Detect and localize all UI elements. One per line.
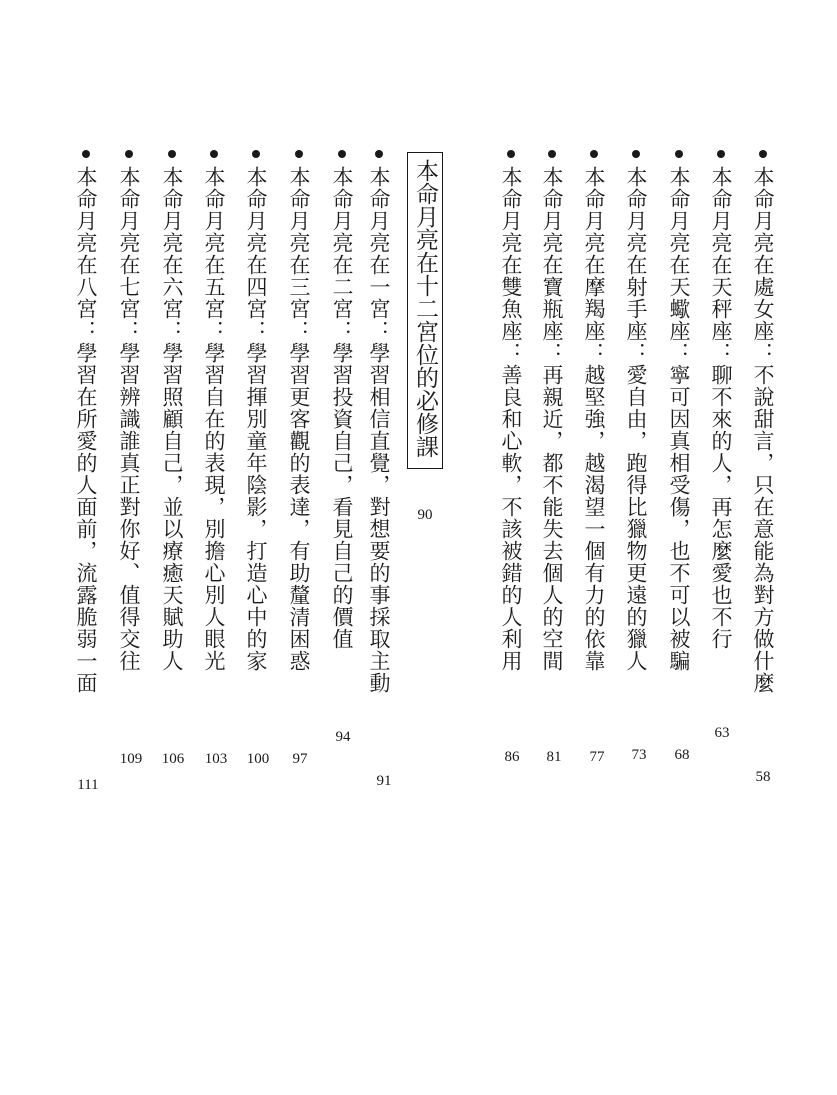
- page-number: 103: [204, 751, 228, 767]
- bullet-icon: [632, 150, 640, 158]
- toc-entry: [621, 150, 651, 672]
- toc-entry: [748, 150, 778, 694]
- toc-entry-title: 本命月亮在處女座：不說甜言，只在意能為對方做什麼: [751, 166, 775, 694]
- bullet-icon: [168, 150, 176, 158]
- toc-entry-title: 本命月亮在五宮：學習自在的表現，別擔心別人眼光: [202, 166, 226, 672]
- page-number: 106: [161, 751, 185, 767]
- toc-entry: [496, 150, 526, 672]
- bullet-icon: [210, 150, 218, 158]
- bullet-icon: [759, 150, 767, 158]
- bullet-icon: [548, 150, 556, 158]
- bullet-icon: [125, 150, 133, 158]
- toc-entry: [537, 150, 567, 672]
- toc-entry-title: 本命月亮在四宮：學習揮別童年陰影，打造心中的家: [244, 166, 268, 672]
- page-number: 77: [589, 749, 605, 765]
- bullet-icon: [590, 150, 598, 158]
- bullet-icon: [717, 150, 725, 158]
- toc-entry: [364, 150, 394, 694]
- toc-entry-title: 本命月亮在七宮：學習辨識誰真正對你好、值得交往: [117, 166, 141, 672]
- toc-entry: [706, 150, 736, 650]
- toc-entry: [71, 150, 101, 694]
- page-number: 86: [504, 749, 520, 765]
- toc-entry: [241, 150, 271, 672]
- toc-entry: [327, 150, 357, 650]
- bullet-icon: [375, 150, 383, 158]
- page-number: 97: [292, 751, 308, 767]
- page-number: 100: [246, 751, 270, 767]
- section-heading-title: 本命月亮在十二宮位的必修課: [412, 159, 438, 458]
- page-number: 109: [119, 751, 143, 767]
- toc-entry-title: 本命月亮在寶瓶座：再親近，都不能失去個人的空間: [540, 166, 564, 672]
- toc-entry: [157, 150, 187, 672]
- bullet-icon: [338, 150, 346, 158]
- toc-entry-title: 本命月亮在射手座：愛自由，跑得比獵物更遠的獵人: [624, 166, 648, 672]
- page-number: 91: [376, 773, 392, 789]
- toc-entry-title: 本命月亮在三宮：學習更客觀的表達，有助釐清困惑: [287, 166, 311, 672]
- toc-entry: [579, 150, 609, 672]
- toc-entry-title: 本命月亮在六宮：學習照顧自己，並以療癒天賦助人: [160, 166, 184, 672]
- bullet-icon: [252, 150, 260, 158]
- page-number: 94: [335, 729, 351, 745]
- page-number: 111: [77, 777, 99, 793]
- toc-entry-title: 本命月亮在一宮：學習相信直覺，對想要的事採取主動: [367, 166, 391, 694]
- toc-entry: [114, 150, 144, 672]
- bullet-icon: [507, 150, 515, 158]
- bullet-icon: [675, 150, 683, 158]
- toc-entry-title: 本命月亮在天蠍座：寧可因真相受傷，也不可以被騙: [667, 166, 691, 672]
- toc-entry-title: 本命月亮在摩羯座：越堅強，越渴望一個有力的依靠: [582, 166, 606, 672]
- toc-entry: [664, 150, 694, 672]
- toc-entry: [199, 150, 229, 672]
- page-number: 58: [755, 769, 771, 785]
- toc-entry: [284, 150, 314, 672]
- page-number: 81: [546, 749, 562, 765]
- toc-entry-title: 本命月亮在八宮：學習在所愛的人面前，流露脆弱一面: [74, 166, 98, 694]
- bullet-icon: [82, 150, 90, 158]
- section-heading-page: 90: [417, 507, 433, 523]
- toc-entry-title: 本命月亮在天秤座：聊不來的人，再怎麼愛也不行: [709, 166, 733, 650]
- section-heading: [407, 152, 443, 469]
- toc-entry-title: 本命月亮在二宮：學習投資自己，看見自己的價值: [330, 166, 354, 650]
- bullet-icon: [295, 150, 303, 158]
- page-number: 63: [714, 725, 730, 741]
- page-number: 73: [631, 747, 647, 763]
- page-number: 68: [674, 747, 690, 763]
- toc-entry-title: 本命月亮在雙魚座：善良和心軟，不該被錯的人利用: [499, 166, 523, 672]
